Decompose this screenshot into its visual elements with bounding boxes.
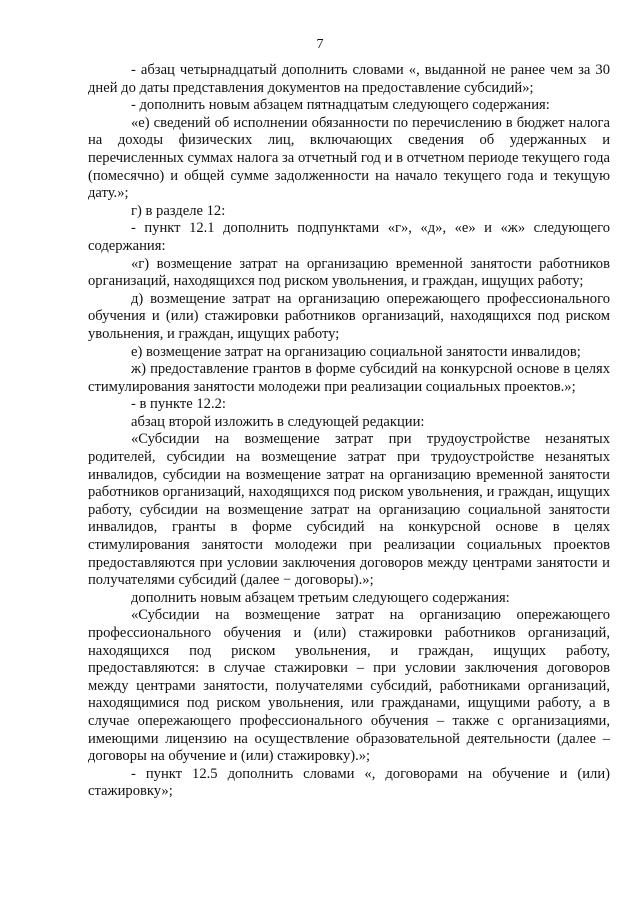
- paragraph-point-12-1: - пункт 12.1 дополнить подпунктами «г», «д», «е» и «ж» следующего содержания:: [88, 220, 610, 254]
- document-body: [88, 62, 610, 801]
- paragraph-subitem-zh: ж) предоставление грантов в форме субсидий на конкурсной основе в целях стимулирования занятости молодежи при реализации социальных проектов.»;: [88, 361, 610, 395]
- paragraph-item-e-tax-info: «е) сведений об исполнении обязанности по перечислению в бюджет налога на доходы физических лиц, включающих сведения об удержанных и перечисленных суммах налога за отчетный год и в отчетном периоде текущего года (помесячно) и общей сумме задолженности на начало текущего года и текущую дату.»;: [88, 114, 610, 202]
- page-number: 7: [316, 37, 324, 52]
- paragraph-point-12-2: - в пункте 12.2:: [131, 396, 226, 413]
- paragraph-subsidies-contracts: «Субсидии на возмещение затрат при трудоустройстве незанятых родителей, субсидии на возмещение затрат при трудоустройстве незанятых инвалидов, субсидии на возмещение затрат на организацию временной занятости работников организаций, находящихся под риском увольнения, и граждан, ищущих работу, субсидии на возмещение затрат на организацию социальной занятости инвалидов, гранты в форме субсидий на конкурсной основе в целях стимулирования занятости молодежи при реализации социальных проектов предоставляются при условии заключения договоров между центрами занятости и получателями субсидий (далее − договоры).»;: [88, 431, 610, 589]
- paragraph-amend-para-14: - абзац четырнадцатый дополнить словами «, выданной не ранее чем за 30 дней до даты представления документов на предоставление субсидий»;: [88, 62, 610, 96]
- paragraph-subitem-g: «г) возмещение затрат на организацию временной занятости работников организаций, находящихся под риском увольнения, и граждан, ищущих работу;: [88, 255, 610, 290]
- paragraph-second-para-wording: абзац второй изложить в следующей редакции:: [131, 413, 425, 430]
- paragraph-section-12: г) в разделе 12:: [131, 202, 226, 219]
- paragraph-training-subsidies: «Субсидии на возмещение затрат на организацию опережающего профессионального обучения и (или) стажировки работников организаций, находящихся под риском увольнения, и граждан, ищущих работу, предоставляются: в случае стажировки – при условии заключения договоров между центрами занятости, получателями субсидий, работниками организаций, находящимися под риском увольнения, или гражданами, ищущими работу, а в случае опережающего профессионального обучения – также с организациями, имеющими лицензию на осуществление образовательной деятельности (далее – договоры на обучение и (или) стажировку).»;: [88, 607, 610, 765]
- paragraph-subitem-d: д) возмещение затрат на организацию опережающего профессионального обучения и (или) стажировки работников организаций, находящихся под риском увольнения, и граждан, ищущих работу;: [88, 290, 610, 342]
- paragraph-point-12-5: - пункт 12.5 дополнить словами «, договорами на обучение и (или) стажировку»;: [88, 765, 610, 800]
- paragraph-add-para-15: - дополнить новым абзацем пятнадцатым следующего содержания:: [131, 97, 550, 114]
- paragraph-subitem-e: е) возмещение затрат на организацию социальной занятости инвалидов;: [131, 343, 581, 360]
- paragraph-add-para-3: дополнить новым абзацем третьим следующего содержания:: [131, 589, 510, 606]
